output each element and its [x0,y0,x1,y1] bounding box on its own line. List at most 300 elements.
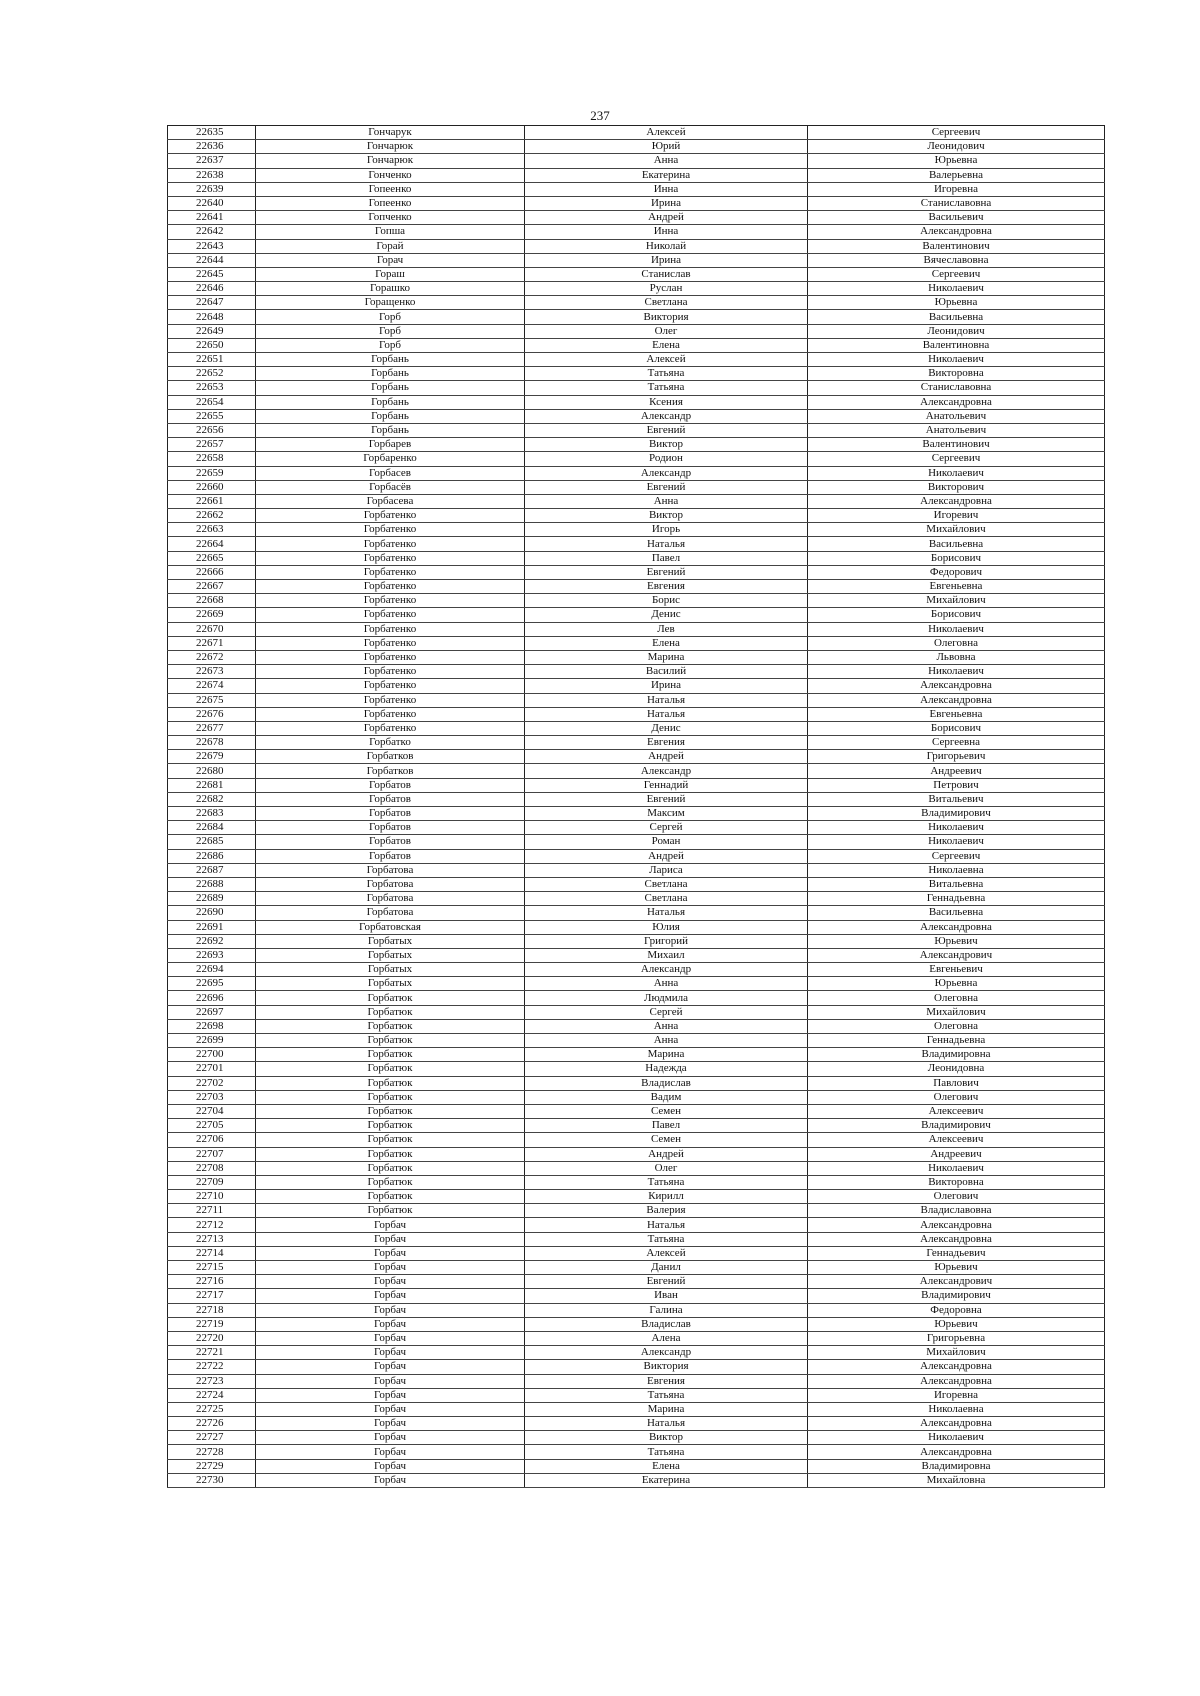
first-name-cell: Евгений [525,792,808,806]
table-row [168,381,1105,395]
table-row [168,452,1105,466]
first-name-cell: Евгения [525,736,808,750]
first-name-cell: Елена [525,1459,808,1473]
first-name-cell: Александр [525,409,808,423]
table-row [168,1431,1105,1445]
first-name-cell: Наталья [525,1417,808,1431]
surname-cell: Горбатюк [256,1104,525,1118]
surname-cell: Горбач [256,1346,525,1360]
table-row [168,565,1105,579]
surname-cell: Горбатова [256,877,525,891]
surname-cell: Горбач [256,1374,525,1388]
table-row [168,523,1105,537]
patronymic-cell: Александрович [808,948,1105,962]
row-number-cell: 22702 [168,1076,256,1090]
surname-cell: Горбач [256,1303,525,1317]
table-row [168,1090,1105,1104]
row-number-cell: 22697 [168,1005,256,1019]
surname-cell: Горбатюк [256,1076,525,1090]
first-name-cell: Виктор [525,509,808,523]
patronymic-cell: Александровна [808,494,1105,508]
first-name-cell: Марина [525,1402,808,1416]
first-name-cell: Олег [525,324,808,338]
surname-cell: Горбань [256,395,525,409]
patronymic-cell: Олегович [808,1090,1105,1104]
patronymic-cell: Витальевна [808,877,1105,891]
surname-cell: Гончарюк [256,140,525,154]
row-number-cell: 22645 [168,267,256,281]
table-row [168,750,1105,764]
surname-cell: Горач [256,253,525,267]
table-row [168,338,1105,352]
first-name-cell: Родион [525,452,808,466]
row-number-cell: 22695 [168,977,256,991]
surname-cell: Горбасев [256,466,525,480]
table-row [168,310,1105,324]
surname-cell: Горбатюк [256,991,525,1005]
table-row [168,736,1105,750]
first-name-cell: Алексей [525,1246,808,1260]
row-number-cell: 22674 [168,679,256,693]
first-name-cell: Павел [525,1119,808,1133]
row-number-cell: 22693 [168,948,256,962]
first-name-cell: Инна [525,182,808,196]
row-number-cell: 22683 [168,807,256,821]
first-name-cell: Борис [525,594,808,608]
patronymic-cell: Юрьевич [808,934,1105,948]
table-row [168,154,1105,168]
table-row [168,608,1105,622]
surname-cell: Гончарук [256,126,525,140]
row-number-cell: 22712 [168,1218,256,1232]
surname-cell: Горбатенко [256,565,525,579]
first-name-cell: Елена [525,338,808,352]
patronymic-cell: Николаевич [808,665,1105,679]
table-row [168,551,1105,565]
table-row [168,423,1105,437]
surname-cell: Горбатюк [256,1190,525,1204]
row-number-cell: 22639 [168,182,256,196]
first-name-cell: Игорь [525,523,808,537]
surname-cell: Горбатюк [256,1147,525,1161]
patronymic-cell: Михайловна [808,1473,1105,1487]
row-number-cell: 22659 [168,466,256,480]
surname-cell: Горбач [256,1331,525,1345]
first-name-cell: Анна [525,494,808,508]
patronymic-cell: Геннадьевна [808,892,1105,906]
surname-cell: Горбань [256,353,525,367]
patronymic-cell: Васильевна [808,537,1105,551]
surname-cell: Горбатенко [256,509,525,523]
first-name-cell: Евгений [525,565,808,579]
patronymic-cell: Валентиновна [808,338,1105,352]
surname-cell: Горбатых [256,963,525,977]
row-number-cell: 22706 [168,1133,256,1147]
patronymic-cell: Александровна [808,1218,1105,1232]
first-name-cell: Светлана [525,296,808,310]
row-number-cell: 22661 [168,494,256,508]
surname-cell: Горбач [256,1317,525,1331]
patronymic-cell: Олеговна [808,991,1105,1005]
table-row [168,537,1105,551]
row-number-cell: 22713 [168,1232,256,1246]
row-number-cell: 22641 [168,211,256,225]
first-name-cell: Геннадий [525,778,808,792]
surname-cell: Горбатых [256,948,525,962]
first-name-cell: Станислав [525,267,808,281]
table-row [168,580,1105,594]
patronymic-cell: Николаевич [808,466,1105,480]
first-name-cell: Кирилл [525,1190,808,1204]
row-number-cell: 22727 [168,1431,256,1445]
first-name-cell: Ксения [525,395,808,409]
table-row [168,1360,1105,1374]
row-number-cell: 22664 [168,537,256,551]
row-number-cell: 22689 [168,892,256,906]
row-number-cell: 22673 [168,665,256,679]
table-row [168,1317,1105,1331]
row-number-cell: 22647 [168,296,256,310]
surname-cell: Горбатюк [256,1161,525,1175]
row-number-cell: 22642 [168,225,256,239]
first-name-cell: Денис [525,608,808,622]
first-name-cell: Сергей [525,1005,808,1019]
table-row [168,721,1105,735]
surname-cell: Горбач [256,1246,525,1260]
surname-cell: Горбач [256,1431,525,1445]
patronymic-cell: Леонидовна [808,1062,1105,1076]
patronymic-cell: Владимирович [808,1119,1105,1133]
table-row [168,480,1105,494]
table-row [168,636,1105,650]
patronymic-cell: Андреевич [808,764,1105,778]
row-number-cell: 22720 [168,1331,256,1345]
row-number-cell: 22717 [168,1289,256,1303]
first-name-cell: Алексей [525,353,808,367]
table-row [168,1261,1105,1275]
patronymic-cell: Алексеевич [808,1133,1105,1147]
table-row [168,1473,1105,1487]
surname-cell: Горбаренко [256,452,525,466]
first-name-cell: Олег [525,1161,808,1175]
patronymic-cell: Александровна [808,920,1105,934]
row-number-cell: 22699 [168,1034,256,1048]
patronymic-cell: Анатольевич [808,409,1105,423]
patronymic-cell: Валентинович [808,438,1105,452]
patronymic-cell: Игоревна [808,182,1105,196]
surname-cell: Горбатенко [256,608,525,622]
surname-cell: Горбатенко [256,693,525,707]
row-number-cell: 22686 [168,849,256,863]
table-row [168,1445,1105,1459]
table-row [168,835,1105,849]
surname-cell: Горбань [256,423,525,437]
table-row [168,211,1105,225]
row-number-cell: 22701 [168,1062,256,1076]
first-name-cell: Наталья [525,906,808,920]
patronymic-cell: Юрьевич [808,1317,1105,1331]
row-number-cell: 22703 [168,1090,256,1104]
row-number-cell: 22685 [168,835,256,849]
surname-cell: Горбарев [256,438,525,452]
table-row [168,1048,1105,1062]
surname-cell: Горбасёв [256,480,525,494]
table-row [168,1161,1105,1175]
row-number-cell: 22704 [168,1104,256,1118]
patronymic-cell: Александровна [808,693,1105,707]
first-name-cell: Ирина [525,196,808,210]
surname-cell: Горбач [256,1402,525,1416]
row-number-cell: 22670 [168,622,256,636]
patronymic-cell: Борисович [808,721,1105,735]
surname-cell: Гораш [256,267,525,281]
first-name-cell: Татьяна [525,381,808,395]
first-name-cell: Александр [525,963,808,977]
patronymic-cell: Викторовна [808,1175,1105,1189]
row-number-cell: 22724 [168,1388,256,1402]
row-number-cell: 22725 [168,1402,256,1416]
table-row [168,282,1105,296]
table-row [168,693,1105,707]
table-row [168,1104,1105,1118]
patronymic-cell: Леонидович [808,324,1105,338]
first-name-cell: Семен [525,1133,808,1147]
first-name-cell: Сергей [525,821,808,835]
row-number-cell: 22648 [168,310,256,324]
surname-cell: Гопеенко [256,182,525,196]
patronymic-cell: Станиславовна [808,381,1105,395]
surname-cell: Горбач [256,1289,525,1303]
row-number-cell: 22692 [168,934,256,948]
table-row [168,679,1105,693]
row-number-cell: 22657 [168,438,256,452]
surname-cell: Горбатенко [256,580,525,594]
table-row [168,892,1105,906]
patronymic-cell: Александровна [808,395,1105,409]
first-name-cell: Денис [525,721,808,735]
first-name-cell: Евгения [525,1374,808,1388]
patronymic-cell: Григорьевич [808,750,1105,764]
row-number-cell: 22646 [168,282,256,296]
table-row [168,977,1105,991]
surname-cell: Горбатенко [256,594,525,608]
row-number-cell: 22711 [168,1204,256,1218]
table-row [168,1417,1105,1431]
row-number-cell: 22666 [168,565,256,579]
surname-cell: Горбатенко [256,622,525,636]
page-number: 237 [590,108,610,123]
first-name-cell: Анна [525,977,808,991]
patronymic-cell: Михайлович [808,594,1105,608]
row-number-cell: 22719 [168,1317,256,1331]
table-row [168,1459,1105,1473]
first-name-cell: Анна [525,154,808,168]
patronymic-cell: Васильевна [808,310,1105,324]
first-name-cell: Юрий [525,140,808,154]
patronymic-cell: Николаевич [808,622,1105,636]
table-row [168,324,1105,338]
table-row [168,367,1105,381]
register-body [168,126,1105,1488]
surname-cell: Горбатых [256,977,525,991]
table-row [168,877,1105,891]
table-row [168,707,1105,721]
table-row [168,594,1105,608]
first-name-cell: Александр [525,764,808,778]
patronymic-cell: Юрьевич [808,1261,1105,1275]
first-name-cell: Галина [525,1303,808,1317]
table-row [168,1374,1105,1388]
surname-cell: Горб [256,324,525,338]
patronymic-cell: Анатольевич [808,423,1105,437]
surname-cell: Горбатенко [256,537,525,551]
surname-cell: Горб [256,338,525,352]
row-number-cell: 22705 [168,1119,256,1133]
table-row [168,1331,1105,1345]
surname-cell: Горбач [256,1261,525,1275]
patronymic-cell: Андреевич [808,1147,1105,1161]
surname-cell: Горбач [256,1218,525,1232]
surname-cell: Гопченко [256,211,525,225]
first-name-cell: Инна [525,225,808,239]
first-name-cell: Роман [525,835,808,849]
patronymic-cell: Александровна [808,679,1105,693]
surname-cell: Горбатенко [256,523,525,537]
first-name-cell: Виктор [525,1431,808,1445]
first-name-cell: Светлана [525,877,808,891]
patronymic-cell: Евгеньевна [808,707,1105,721]
patronymic-cell: Евгеньевич [808,963,1105,977]
surname-cell: Горбатюк [256,1175,525,1189]
surname-cell: Горб [256,310,525,324]
patronymic-cell: Александровна [808,1417,1105,1431]
patronymic-cell: Сергеевич [808,126,1105,140]
table-row [168,466,1105,480]
patronymic-cell: Геннадьевич [808,1246,1105,1260]
table-row [168,1175,1105,1189]
surname-cell: Горбатенко [256,679,525,693]
surname-cell: Гопша [256,225,525,239]
first-name-cell: Виктория [525,1360,808,1374]
first-name-cell: Наталья [525,1218,808,1232]
row-number-cell: 22656 [168,423,256,437]
patronymic-cell: Львовна [808,650,1105,664]
row-number-cell: 22714 [168,1246,256,1260]
table-row [168,494,1105,508]
first-name-cell: Алена [525,1331,808,1345]
first-name-cell: Александр [525,466,808,480]
first-name-cell: Андрей [525,750,808,764]
surname-cell: Горбач [256,1459,525,1473]
surname-cell: Горай [256,239,525,253]
first-name-cell: Ирина [525,679,808,693]
surname-cell: Гопеенко [256,196,525,210]
surname-cell: Горбатенко [256,707,525,721]
row-number-cell: 22654 [168,395,256,409]
table-row [168,1119,1105,1133]
table-row [168,821,1105,835]
surname-cell: Горбань [256,409,525,423]
row-number-cell: 22637 [168,154,256,168]
row-number-cell: 22691 [168,920,256,934]
patronymic-cell: Владиславовна [808,1204,1105,1218]
row-number-cell: 22707 [168,1147,256,1161]
row-number-cell: 22716 [168,1275,256,1289]
first-name-cell: Данил [525,1261,808,1275]
table-row [168,296,1105,310]
first-name-cell: Андрей [525,849,808,863]
first-name-cell: Татьяна [525,1175,808,1189]
row-number-cell: 22690 [168,906,256,920]
first-name-cell: Павел [525,551,808,565]
patronymic-cell: Николаевич [808,282,1105,296]
patronymic-cell: Николаевна [808,863,1105,877]
table-row [168,1246,1105,1260]
row-number-cell: 22722 [168,1360,256,1374]
surname-cell: Горбань [256,381,525,395]
surname-cell: Горбатенко [256,665,525,679]
patronymic-cell: Александрович [808,1275,1105,1289]
table-row [168,1388,1105,1402]
surname-cell: Горбатюк [256,1090,525,1104]
surname-cell: Горбатенко [256,721,525,735]
surname-cell: Горбач [256,1360,525,1374]
first-name-cell: Татьяна [525,1445,808,1459]
table-row [168,1034,1105,1048]
table-row [168,182,1105,196]
table-row [168,920,1105,934]
first-name-cell: Андрей [525,211,808,225]
first-name-cell: Людмила [525,991,808,1005]
table-row [168,1076,1105,1090]
table-row [168,1289,1105,1303]
table-row [168,253,1105,267]
row-number-cell: 22643 [168,239,256,253]
patronymic-cell: Олегович [808,1190,1105,1204]
patronymic-cell: Валерьевна [808,168,1105,182]
patronymic-cell: Владимирович [808,807,1105,821]
row-number-cell: 22730 [168,1473,256,1487]
row-number-cell: 22678 [168,736,256,750]
row-number-cell: 22681 [168,778,256,792]
table-row [168,1275,1105,1289]
first-name-cell: Татьяна [525,1232,808,1246]
patronymic-cell: Сергеевич [808,267,1105,281]
table-row [168,948,1105,962]
surname-cell: Горбач [256,1388,525,1402]
surname-cell: Горбатков [256,764,525,778]
patronymic-cell: Геннадьевна [808,1034,1105,1048]
patronymic-cell: Николаевич [808,835,1105,849]
first-name-cell: Евгений [525,423,808,437]
first-name-cell: Татьяна [525,367,808,381]
row-number-cell: 22650 [168,338,256,352]
table-row [168,665,1105,679]
surname-cell: Горбатов [256,807,525,821]
patronymic-cell: Павлович [808,1076,1105,1090]
row-number-cell: 22688 [168,877,256,891]
table-row [168,807,1105,821]
surname-cell: Горбатюк [256,1062,525,1076]
patronymic-cell: Олеговна [808,1019,1105,1033]
table-row [168,1147,1105,1161]
first-name-cell: Валерия [525,1204,808,1218]
row-number-cell: 22665 [168,551,256,565]
first-name-cell: Григорий [525,934,808,948]
surname-cell: Гонченко [256,168,525,182]
first-name-cell: Василий [525,665,808,679]
table-row [168,409,1105,423]
